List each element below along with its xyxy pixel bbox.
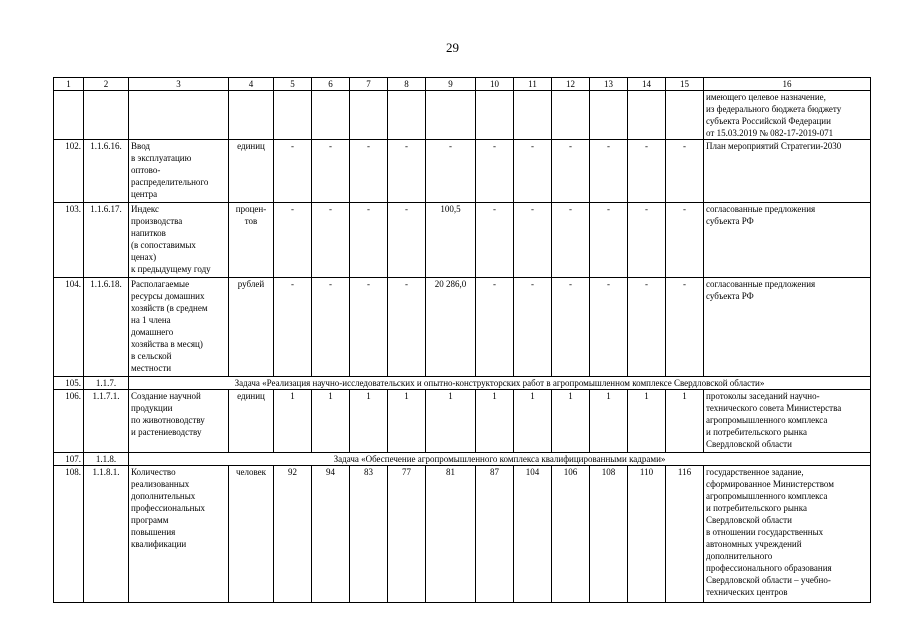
column-header: 4	[229, 78, 274, 91]
value-cell: 94	[312, 466, 350, 603]
value-cell: -	[388, 140, 426, 203]
column-header: 8	[388, 78, 426, 91]
value-cell: -	[628, 278, 666, 377]
value-cell: 1	[666, 390, 704, 453]
indicator-name: Располагаемые ресурсы домашних хозяйств (в среднем на 1 члена домашнего хозяйства в месяц) в сельской местности	[129, 278, 229, 377]
row-number: 103.	[54, 203, 84, 278]
table-row	[54, 140, 871, 203]
page-number: 29	[446, 40, 459, 55]
column-header: 14	[628, 78, 666, 91]
value-cell: -	[350, 203, 388, 278]
value-cell: 81	[426, 466, 476, 603]
task-row	[54, 453, 871, 466]
row-number: 105.	[54, 377, 84, 390]
unit-cell: рублей	[229, 278, 274, 377]
value-cell: -	[514, 278, 552, 377]
value-cell: 77	[388, 466, 426, 603]
task-title: Задача «Обеспечение агропромышленного комплекса квалифицированными кадрами»	[129, 453, 871, 466]
continuation-row	[54, 91, 871, 140]
table-row	[54, 203, 871, 278]
row-code: 1.1.6.16.	[84, 140, 129, 203]
unit-cell: человек	[229, 466, 274, 603]
column-header: 11	[514, 78, 552, 91]
value-cell: 106	[552, 466, 590, 603]
indicator-name: Ввод в эксплуатацию оптово- распределительного центра	[129, 140, 229, 203]
value-cell: 100,5	[426, 203, 476, 278]
value-cell: -	[514, 140, 552, 203]
source-cell: имеющего целевое назначение, из федерального бюджета бюджету субъекта Российской Федерации от 15.03.2019 № 082-17-2019-071	[704, 91, 871, 140]
value-cell: -	[552, 140, 590, 203]
column-header: 15	[666, 78, 704, 91]
source-cell: согласованные предложения субъекта РФ	[704, 203, 871, 278]
row-code: 1.1.6.18.	[84, 278, 129, 377]
value-cell: -	[666, 140, 704, 203]
column-header: 10	[476, 78, 514, 91]
indicators-table	[53, 77, 871, 603]
value-cell: 1	[476, 390, 514, 453]
row-number: 104.	[54, 278, 84, 377]
row-number: 106.	[54, 390, 84, 453]
value-cell: -	[312, 203, 350, 278]
value-cell: 110	[628, 466, 666, 603]
table-row	[54, 390, 871, 453]
indicator-name: Количество реализованных дополнительных профессиональных программ повышения квалификации	[129, 466, 229, 603]
value-cell: 92	[274, 466, 312, 603]
table-row	[54, 466, 871, 603]
column-header: 5	[274, 78, 312, 91]
value-cell: -	[666, 203, 704, 278]
task-row	[54, 377, 871, 390]
row-code: 1.1.7.	[84, 377, 129, 390]
value-cell: -	[350, 278, 388, 377]
value-cell: -	[552, 203, 590, 278]
column-header: 2	[84, 78, 129, 91]
column-header: 7	[350, 78, 388, 91]
source-cell: государственное задание, сформированное Министерством агропромышленного комплекса и потребительского рынка Свердловской области в отношении государственных автономных учреждений дополнительного профессионального образования Свердловской области – учебно- технических центров	[704, 466, 871, 603]
value-cell: -	[350, 140, 388, 203]
value-cell: -	[590, 203, 628, 278]
table-row	[54, 278, 871, 377]
row-number: 108.	[54, 466, 84, 603]
row-number: 102.	[54, 140, 84, 203]
indicator-name: Создание научной продукции по животноводству и растениеводству	[129, 390, 229, 453]
value-cell: -	[628, 203, 666, 278]
value-cell: -	[514, 203, 552, 278]
value-cell: -	[590, 278, 628, 377]
value-cell: -	[426, 140, 476, 203]
value-cell: -	[274, 140, 312, 203]
value-cell: -	[312, 278, 350, 377]
column-header: 16	[704, 78, 871, 91]
value-cell: 104	[514, 466, 552, 603]
value-cell: -	[666, 278, 704, 377]
header-row	[54, 78, 871, 91]
value-cell: 116	[666, 466, 704, 603]
value-cell: -	[628, 140, 666, 203]
value-cell: -	[552, 278, 590, 377]
value-cell: 1	[552, 390, 590, 453]
value-cell: -	[476, 203, 514, 278]
source-cell: протоколы заседаний научно- технического совета Министерства агропромышленного комплекса и потребительского рынка Свердловской области	[704, 390, 871, 453]
value-cell: 1	[628, 390, 666, 453]
value-cell: 1	[590, 390, 628, 453]
value-cell: 1	[514, 390, 552, 453]
value-cell: -	[388, 203, 426, 278]
source-cell: согласованные предложения субъекта РФ	[704, 278, 871, 377]
value-cell: -	[274, 203, 312, 278]
value-cell: -	[476, 278, 514, 377]
value-cell: 1	[274, 390, 312, 453]
row-code: 1.1.8.	[84, 453, 129, 466]
row-code: 1.1.6.17.	[84, 203, 129, 278]
value-cell: 83	[350, 466, 388, 603]
unit-cell: единиц	[229, 140, 274, 203]
unit-cell: единиц	[229, 390, 274, 453]
value-cell: -	[312, 140, 350, 203]
column-header: 13	[590, 78, 628, 91]
value-cell: -	[388, 278, 426, 377]
task-title: Задача «Реализация научно-исследовательских и опытно-конструкторских работ в агропромышленном комплексе Свердловской области»	[129, 377, 871, 390]
value-cell: 1	[350, 390, 388, 453]
row-code: 1.1.8.1.	[84, 466, 129, 603]
row-code: 1.1.7.1.	[84, 390, 129, 453]
column-header: 12	[552, 78, 590, 91]
value-cell: 87	[476, 466, 514, 603]
value-cell: 1	[426, 390, 476, 453]
column-header: 6	[312, 78, 350, 91]
indicator-name: Индекс производства напитков (в сопоставимых ценах) к предыдущему году	[129, 203, 229, 278]
row-number: 107.	[54, 453, 84, 466]
column-header: 3	[129, 78, 229, 91]
value-cell: 1	[312, 390, 350, 453]
column-header: 9	[426, 78, 476, 91]
value-cell: 1	[388, 390, 426, 453]
unit-cell: процен- тов	[229, 203, 274, 278]
value-cell: 20 286,0	[426, 278, 476, 377]
value-cell: -	[590, 140, 628, 203]
value-cell: -	[476, 140, 514, 203]
value-cell: -	[274, 278, 312, 377]
column-header: 1	[54, 78, 84, 91]
source-cell: План мероприятий Стратегии-2030	[704, 140, 871, 203]
value-cell: 108	[590, 466, 628, 603]
